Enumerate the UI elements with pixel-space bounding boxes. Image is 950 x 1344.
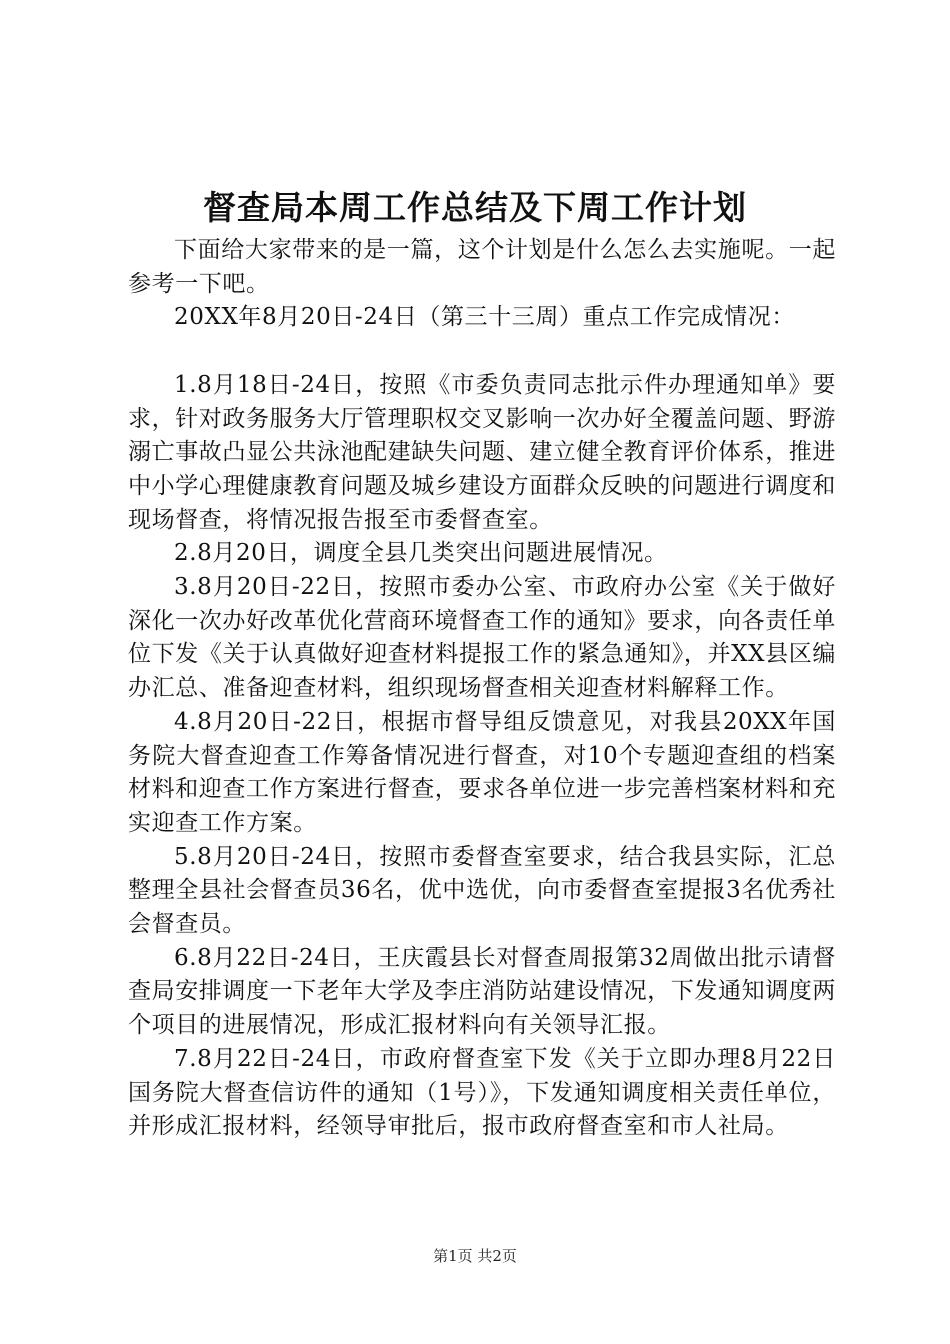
work-item-5: 5.8月20日-24日，按照市委督查室要求，结合我县实际，汇总整理全县社会督查员36名，优中选优，向市委督查室提报3名优秀社会督查员。 (128, 843, 836, 938)
work-item-2: 2.8月20日，调度全县几类突出问题进展情况。 (174, 540, 668, 567)
work-item-7: 7.8月22日-24日，市政府督查室下发《关于立即办理8月22日国务院大督查信访件的通知（1号）》，下发通知调度相关责任单位，并形成汇报材料，经领导审批后，报市政府督查室和市人社局。 (128, 1045, 836, 1140)
work-item-4: 4.8月20日-22日，根据市督导组反馈意见，对我县20XX年国务院大督查迎查工作筹备情况进行督查，对10个专题迎查组的档案材料和迎查工作方案进行督查，要求各单位进一步完善档案材料和充实迎查工作方案。 (128, 708, 836, 836)
work-item-6: 6.8月22日-24日，王庆霞县长对督查周报第32周做出批示请督查局安排调度一下老年大学及李庄消防站建设情况，下发通知调度两个项目的进展情况，形成汇报材料向有关领导汇报。 (128, 944, 836, 1039)
intro-paragraph: 下面给大家带来的是一篇，这个计划是什么怎么去实施呢。一起参考一下吧。 (128, 237, 836, 297)
page-footer: 第1页 共2页 (433, 1247, 517, 1265)
work-item-1: 1.8月18日-24日，按照《市委负责同志批示件办理通知单》要求，针对政务服务大厅管理职权交叉影响一次办好全覆盖问题、野游溺亡事故凸显公共泳池配建缺失问题、建立健全教育评价体系，推进中小学心理健康教育问题及城乡建设方面群众反映的问题进行调度和现场督查，将情况报告报至市委督查室。 (128, 371, 836, 533)
section-heading: 20XX年8月20日-24日（第三十三周）重点工作完成情况： (174, 304, 795, 331)
document-title: 督查局本周工作总结及下周工作计划 (203, 188, 747, 227)
work-item-3: 3.8月20日-22日，按照市委办公室、市政府办公室《关于做好深化一次办好改革优化营商环境督查工作的通知》要求，向各责任单位下发《关于认真做好迎查材料提报工作的紧急通知》，并XX县区编办汇总、准备迎查材料，组织现场督查相关迎查材料解释工作。 (128, 574, 836, 702)
document-body (128, 234, 836, 1144)
